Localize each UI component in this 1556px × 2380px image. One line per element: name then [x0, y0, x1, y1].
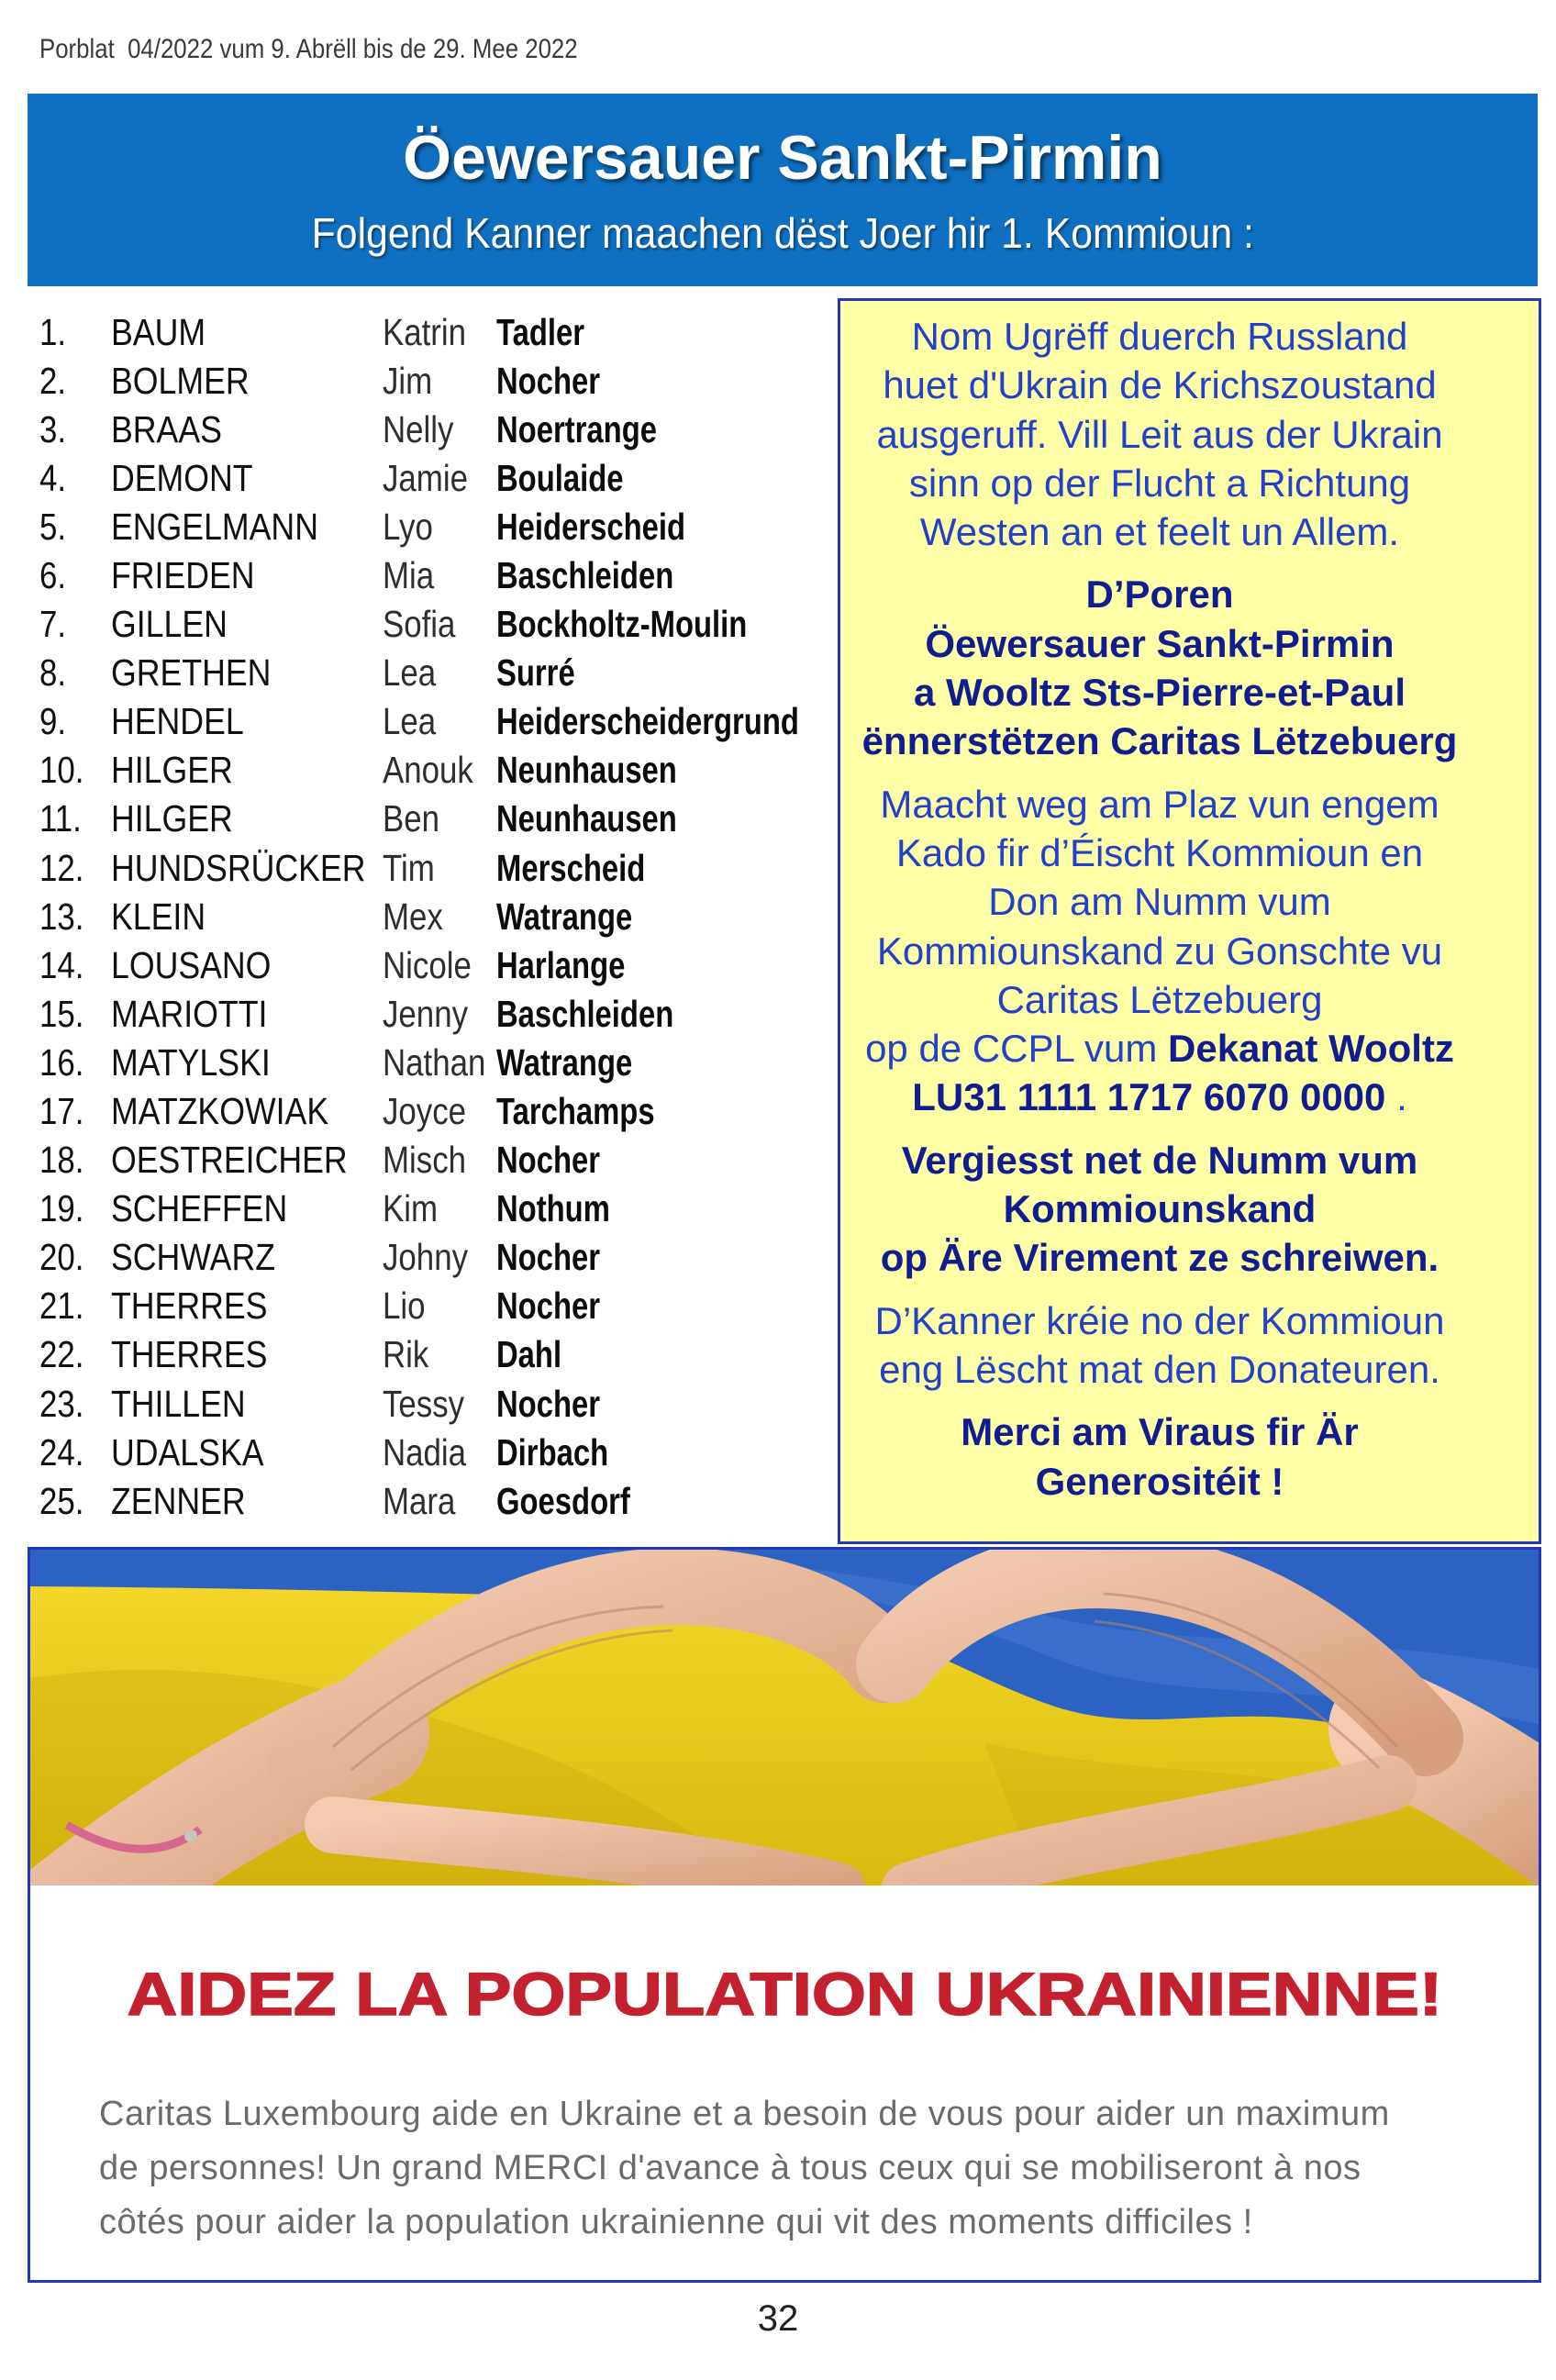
donation-paragraph [840, 312, 1479, 556]
communicant-village: Watrange [496, 1040, 633, 1084]
communicant-surname: BOLMER [111, 359, 250, 402]
donation-text: Maacht weg am Plaz vun engem [880, 782, 1439, 826]
communicant-row [0, 697, 835, 746]
communicant-number: 2. [39, 359, 67, 402]
donation-line [840, 1233, 1479, 1282]
communicant-surname: GRETHEN [111, 651, 272, 695]
communicant-surname: THERRES [111, 1333, 268, 1376]
communicant-row [0, 1380, 835, 1429]
communicant-first-name: Lea [383, 651, 437, 695]
subtitle-row [28, 207, 1538, 259]
donation-text-bold: Dekanat Wooltz [1168, 1027, 1454, 1071]
issue-line: Porblat 04/2022 vum 9. Abrëll bis de 29. Mee 2022 [39, 34, 578, 64]
caritas-appeal [28, 1547, 1541, 2283]
donation-text: Kado fir d’Éischt Kommioun en [895, 830, 1424, 874]
donation-text: op de CCPL vum [865, 1027, 1168, 1071]
donation-line [840, 780, 1479, 829]
communicant-surname: HENDEL [111, 700, 244, 743]
donation-text-bold: ënnerstëtzen Caritas Lëtzebuerg [861, 719, 1458, 763]
communicant-first-name: Ben [383, 797, 440, 840]
communicant-village: Heiderscheid [496, 505, 685, 548]
communicant-village: Harlange [496, 943, 626, 986]
communicant-first-name: Nathan [383, 1040, 486, 1084]
donation-info-box [838, 298, 1541, 1544]
communicant-number: 14. [39, 943, 84, 986]
communicant-village: Tadler [496, 310, 584, 353]
page-title: Öewersauer Sankt-Pirmin [403, 123, 1162, 193]
communicant-row [0, 1282, 835, 1330]
donation-text: Kommiounskand zu Gonschte vu [876, 929, 1443, 973]
communicant-list [0, 308, 835, 1526]
donation-line [840, 459, 1479, 507]
communicant-first-name: Nelly [383, 407, 454, 450]
communicant-row [0, 1136, 835, 1184]
communicant-first-name: Tessy [383, 1382, 465, 1425]
communicant-village: Nocher [496, 1382, 601, 1425]
donation-text: D’Kanner kréie no der Kommioun [874, 1298, 1445, 1342]
communicant-village: Noertrange [496, 407, 657, 450]
donation-text: Caritas Lëtzebuerg [996, 977, 1323, 1021]
communicant-first-name: Mex [383, 895, 443, 938]
communicant-surname: MARIOTTI [111, 992, 268, 1035]
communicant-number: 25. [39, 1479, 84, 1522]
communicant-row [0, 308, 835, 357]
donation-line [840, 1345, 1479, 1394]
communicant-village: Neunhausen [496, 749, 677, 792]
donation-line [840, 717, 1479, 765]
communicant-row [0, 746, 835, 795]
communicant-surname: SCHEFFEN [111, 1187, 288, 1230]
page-number: 32 [757, 2298, 799, 2339]
donation-line [840, 507, 1479, 556]
communicant-first-name: Misch [383, 1139, 467, 1182]
donation-line [840, 1457, 1479, 1506]
communicant-row [0, 1184, 835, 1233]
communicant-row [0, 406, 835, 454]
communicant-row [0, 1429, 835, 1477]
donation-text-bold: op Äre Virement ze schreiwen. [880, 1236, 1439, 1280]
donation-text: Nom Ugrëff duerch Russland [911, 315, 1408, 358]
communicant-number: 8. [39, 651, 67, 695]
communicant-first-name: Mia [383, 553, 435, 596]
communicant-first-name: Anouk [383, 749, 473, 792]
communicant-row [0, 1039, 835, 1087]
donation-line [840, 361, 1479, 409]
appeal-text-line: Caritas Luxembourg aide en Ukraine et a besoin de vous pour aider un maximum [99, 2094, 1390, 2133]
appeal-text-line: de personnes! Un grand MERCI d'avance à tous ceux qui se mobiliseront à nos [99, 2148, 1362, 2187]
communicant-first-name: Lea [383, 700, 437, 743]
communicant-row [0, 1233, 835, 1282]
donation-line [840, 1136, 1479, 1184]
communicant-village: Baschleiden [496, 553, 674, 596]
communicant-row [0, 551, 835, 600]
communicant-village: Nocher [496, 1139, 601, 1182]
appeal-headline: AIDEZ LA POPULATION UKRAINIENNE! [127, 1960, 1442, 2028]
appeal-text [99, 2087, 1390, 2250]
communicant-first-name: Tim [383, 846, 435, 889]
communicant-first-name: Lyo [383, 505, 433, 548]
communicant-surname: BRAAS [111, 407, 222, 450]
communicant-village: Merscheid [496, 846, 646, 889]
communicant-row [0, 941, 835, 990]
communicant-number: 22. [39, 1333, 84, 1376]
communicant-number: 11. [39, 797, 82, 840]
donation-paragraph [840, 570, 1479, 765]
communicant-first-name: Katrin [383, 310, 467, 353]
communicant-number: 6. [39, 553, 67, 596]
communicant-village: Tarchamps [496, 1090, 655, 1132]
donation-text-bold: Vergiesst net de Numm vum [901, 1138, 1418, 1182]
communicant-number: 5. [39, 505, 67, 548]
donation-line [840, 975, 1479, 1024]
communicant-surname: SCHWARZ [111, 1236, 276, 1279]
communicant-surname: BAUM [111, 310, 206, 353]
communicant-number: 16. [39, 1040, 84, 1084]
donation-text-bold: LU31 1111 1717 6070 0000 [912, 1075, 1386, 1119]
communicant-village: Baschleiden [496, 992, 674, 1035]
communicant-surname: OESTREICHER [111, 1139, 348, 1182]
communicant-row [0, 503, 835, 551]
donation-text: Don am Numm vum [988, 880, 1331, 924]
donation-line [840, 619, 1479, 668]
communicant-village: Nothum [496, 1187, 610, 1230]
communicant-number: 7. [39, 603, 67, 646]
communicant-surname: THERRES [111, 1285, 268, 1328]
communicant-surname: MATZKOWIAK [111, 1090, 329, 1132]
donation-text-bold: Öewersauer Sankt-Pirmin [925, 621, 1395, 665]
communicant-number: 10. [39, 749, 84, 792]
communicant-row [0, 649, 835, 697]
donation-line [840, 410, 1479, 459]
ukraine-flag-heart-hands-image [30, 1550, 1539, 1885]
donation-line [840, 1296, 1479, 1345]
donation-text: sinn op der Flucht a Richtung [908, 461, 1411, 505]
donation-line [840, 927, 1479, 975]
communicant-village: Goesdorf [496, 1479, 630, 1522]
page-subtitle: Folgend Kanner maachen dëst Joer hir 1. Kommioun : [311, 209, 1254, 257]
donation-text: huet d'Ukrain de Krichszoustand [883, 363, 1437, 407]
communicant-village: Boulaide [496, 456, 624, 499]
communicant-row [0, 600, 835, 649]
communicant-number: 4. [39, 456, 67, 499]
appeal-headline-row [30, 1957, 1539, 2030]
donation-line [840, 829, 1479, 877]
communicant-number: 20. [39, 1236, 84, 1279]
communicant-first-name: Rik [383, 1333, 429, 1376]
communicant-number: 1. [39, 310, 67, 353]
donation-paragraph [840, 780, 1479, 1122]
communicant-surname: ZENNER [111, 1479, 246, 1522]
donation-text: . [1385, 1075, 1407, 1119]
communicant-first-name: Sofia [383, 603, 456, 646]
communicant-row [0, 795, 835, 843]
communicant-first-name: Kim [383, 1187, 439, 1230]
title-banner [28, 94, 1538, 286]
communicant-village: Bockholtz-Moulin [496, 603, 748, 646]
communicant-surname: KLEIN [111, 895, 206, 938]
donation-line [840, 570, 1479, 618]
communicant-first-name: Jenny [383, 992, 469, 1035]
communicant-surname: THILLEN [111, 1382, 246, 1425]
communicant-first-name: Joyce [383, 1090, 467, 1132]
communicant-surname: DEMONT [111, 456, 253, 499]
communicant-first-name: Nadia [383, 1430, 467, 1474]
communicant-first-name: Jim [383, 359, 433, 402]
donation-line [840, 877, 1479, 926]
donation-line [840, 312, 1479, 361]
communicant-number: 9. [39, 700, 67, 743]
donation-line [840, 1073, 1479, 1121]
communicant-village: Nocher [496, 359, 601, 402]
donation-paragraph [840, 1296, 1479, 1395]
communicant-surname: FRIEDEN [111, 553, 255, 596]
donation-line [840, 1024, 1479, 1073]
donation-text-bold: a Wooltz Sts-Pierre-et-Paul [914, 671, 1406, 715]
communicant-number: 19. [39, 1187, 84, 1230]
communicant-first-name: Johny [383, 1236, 469, 1279]
communicant-village: Watrange [496, 895, 633, 938]
communicant-number: 3. [39, 407, 67, 450]
donation-text: Westen an et feelt un Allem. [919, 510, 1400, 554]
communicant-surname: HUNDSRÜCKER [111, 846, 366, 889]
communicant-first-name: Lio [383, 1285, 426, 1328]
communicant-number: 21. [39, 1285, 84, 1328]
donation-line [840, 1407, 1479, 1456]
donation-line [840, 668, 1479, 717]
donation-text-bold: Generositéit ! [1035, 1459, 1284, 1503]
donation-text-bold: Kommiounskand [1003, 1187, 1317, 1231]
communicant-row [0, 1330, 835, 1379]
communicant-village: Heiderscheidergrund [496, 700, 799, 743]
communicant-surname: ENGELMANN [111, 505, 318, 548]
communicant-row [0, 1087, 835, 1136]
communicant-row [0, 357, 835, 406]
donation-text: eng Lëscht mat den Donateuren. [879, 1347, 1440, 1391]
donation-text-bold: D’Poren [1085, 573, 1234, 617]
communicant-first-name: Nicole [383, 943, 472, 986]
communicant-number: 23. [39, 1382, 84, 1425]
donation-paragraph [840, 1407, 1479, 1506]
communicant-village: Nocher [496, 1285, 601, 1328]
communicant-village: Dirbach [496, 1430, 609, 1474]
communicant-village: Nocher [496, 1236, 601, 1279]
donation-paragraph [840, 1136, 1479, 1283]
communicant-number: 17. [39, 1090, 84, 1132]
communicant-first-name: Mara [383, 1479, 456, 1522]
communicant-row [0, 844, 835, 893]
communicant-row [0, 454, 835, 503]
communicant-surname: MATYLSKI [111, 1040, 271, 1084]
communicant-surname: GILLEN [111, 603, 228, 646]
communicant-number: 15. [39, 992, 84, 1035]
communicant-number: 24. [39, 1430, 84, 1474]
communicant-surname: UDALSKA [111, 1430, 264, 1474]
communicant-number: 18. [39, 1139, 84, 1182]
donation-text: ausgeruff. Vill Leit aus der Ukrain [876, 412, 1443, 456]
appeal-text-line: côtés pour aider la population ukrainienne qui vit des moments difficiles ! [99, 2202, 1253, 2241]
donation-text-bold: Merci am Viraus fir Är [961, 1410, 1359, 1454]
communicant-number: 13. [39, 895, 84, 938]
communicant-village: Neunhausen [496, 797, 677, 840]
communicant-village: Surré [496, 651, 575, 695]
communicant-row [0, 1477, 835, 1526]
communicant-number: 12. [39, 846, 84, 889]
communicant-first-name: Jamie [383, 456, 468, 499]
communicant-village: Dahl [496, 1333, 562, 1376]
communicant-row [0, 893, 835, 941]
communicant-surname: HILGER [111, 797, 233, 840]
communicant-surname: LOUSANO [111, 943, 272, 986]
donation-line [840, 1184, 1479, 1233]
communicant-row [0, 990, 835, 1039]
communicant-surname: HILGER [111, 749, 233, 792]
